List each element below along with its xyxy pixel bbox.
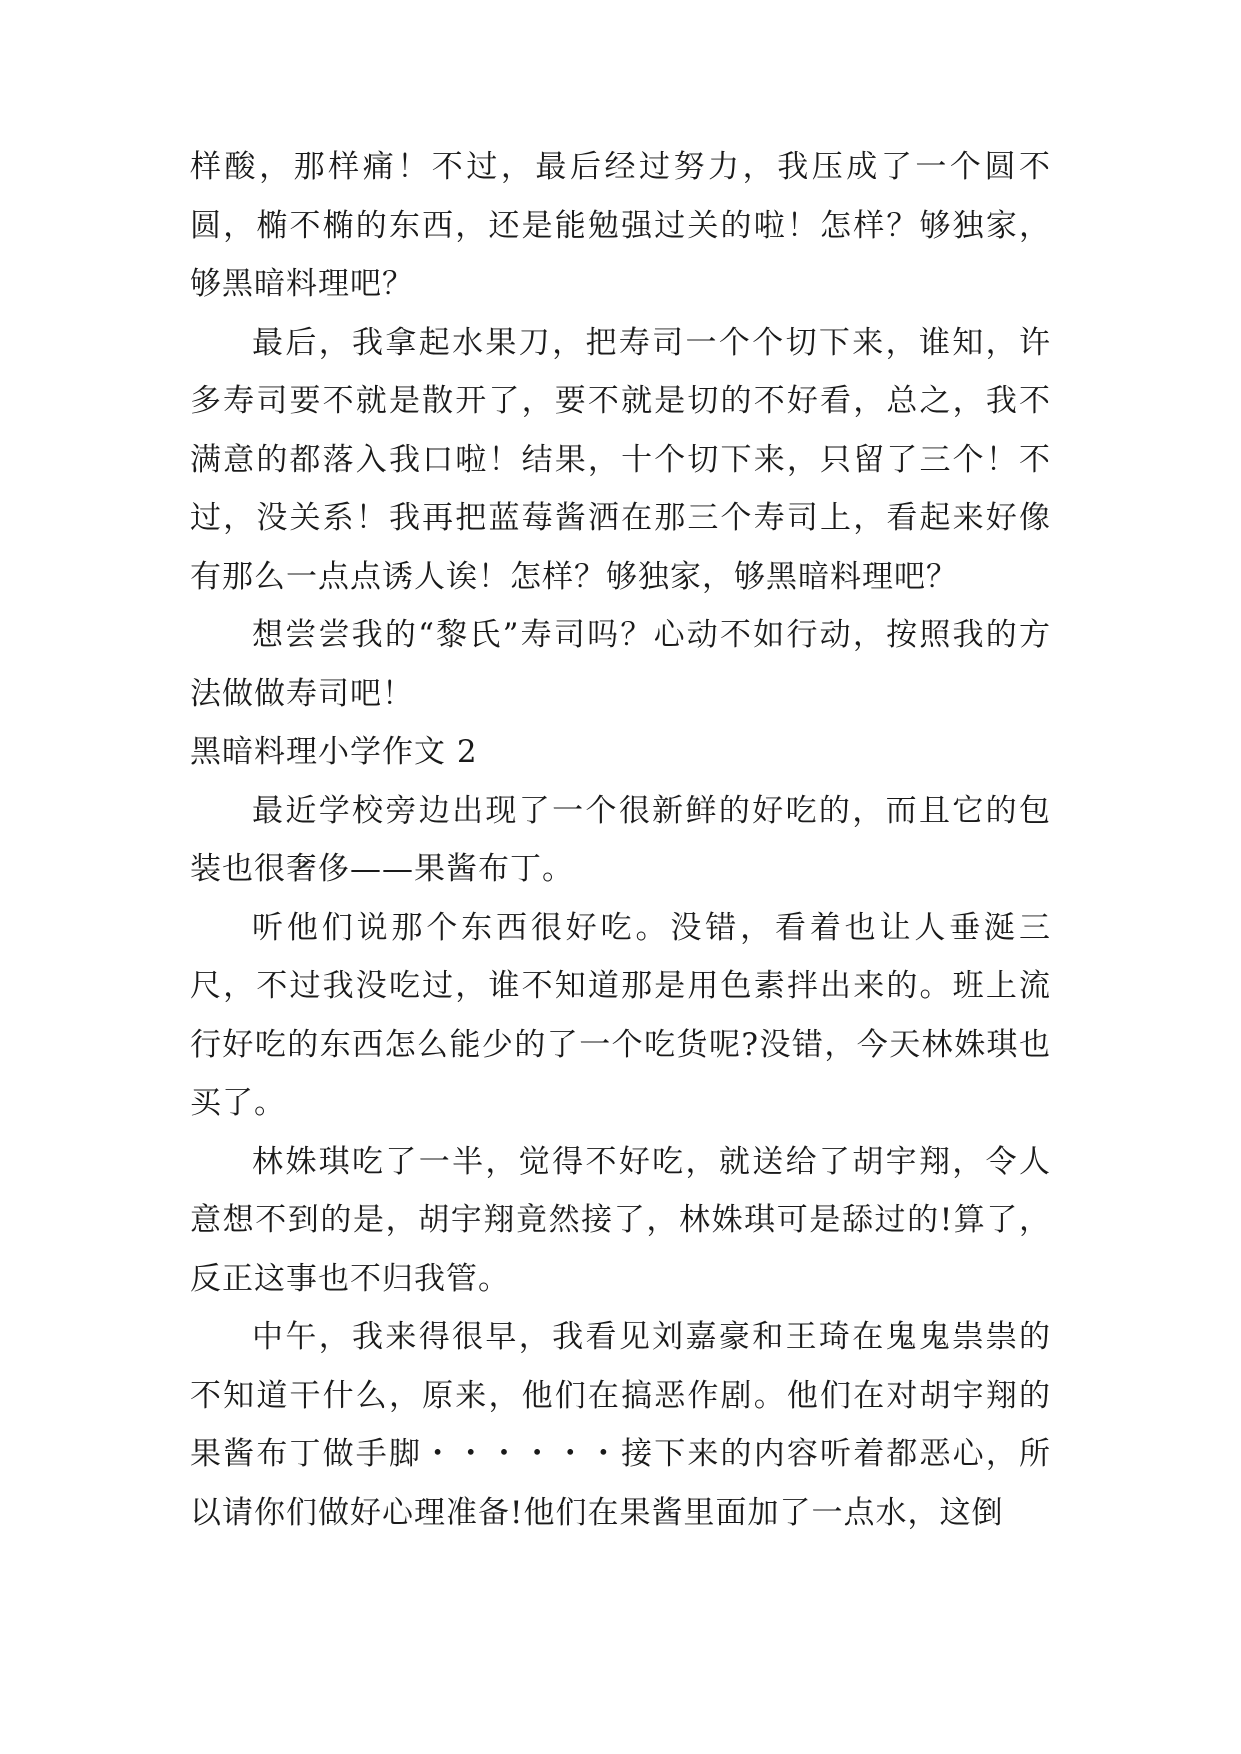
paragraph-pudding-shared: 林姝琪吃了一半，觉得不好吃，就送给了胡宇翔，令人意想不到的是，胡宇翔竟然接了，林姝琪可是舔过的!算了，反正这事也不归我管。 — [190, 1143, 1051, 1297]
paragraph-pudding-intro: 最近学校旁边出现了一个很新鲜的好吃的，而且它的包装也很奢侈——果酱布丁。 — [190, 792, 1051, 887]
paragraph-sushi-cutting: 最后，我拿起水果刀，把寿司一个个切下来，谁知，许多寿司要不就是散开了，要不就是切的不好看，总之，我不满意的都落入我口啦！结果，十个切下来，只留了三个！不过，没关系！我再把蓝莓酱洒在那三个寿司上，看起来好像有那么一点点诱人诶！怎样？够独家，够黑暗料理吧？ — [190, 324, 1051, 595]
paragraph-sushi-invite: 想尝尝我的“黎氏”寿司吗？心动不如行动，按照我的方法做做寿司吧！ — [190, 617, 1051, 712]
continued-paragraph: 样酸，那样痛！不过，最后经过努力，我压成了一个圆不圆，椭不椭的东西，还是能勉强过关的啦！怎样？够独家，够黑暗料理吧？ — [190, 149, 1051, 302]
section-title: 黑暗料理小学作文 2 — [190, 734, 478, 770]
paragraph-prank: 中午，我来得很早，我看见刘嘉豪和王琦在鬼鬼祟祟的不知道干什么，原来，他们在搞恶作剧。他们在对胡宇翔的果酱布丁做手脚・・・・・・接下来的内容听着都恶心，所以请你们做好心理准备!他们在果酱里面加了一点水，这倒 — [190, 1319, 1051, 1531]
document-page — [190, 138, 1051, 1542]
paragraph-pudding-popular: 听他们说那个东西很好吃。没错，看着也让人垂涎三尺，不过我没吃过，谁不知道那是用色素拌出来的。班上流行好吃的东西怎么能少的了一个吃货呢?没错，今天林姝琪也买了。 — [190, 909, 1051, 1121]
